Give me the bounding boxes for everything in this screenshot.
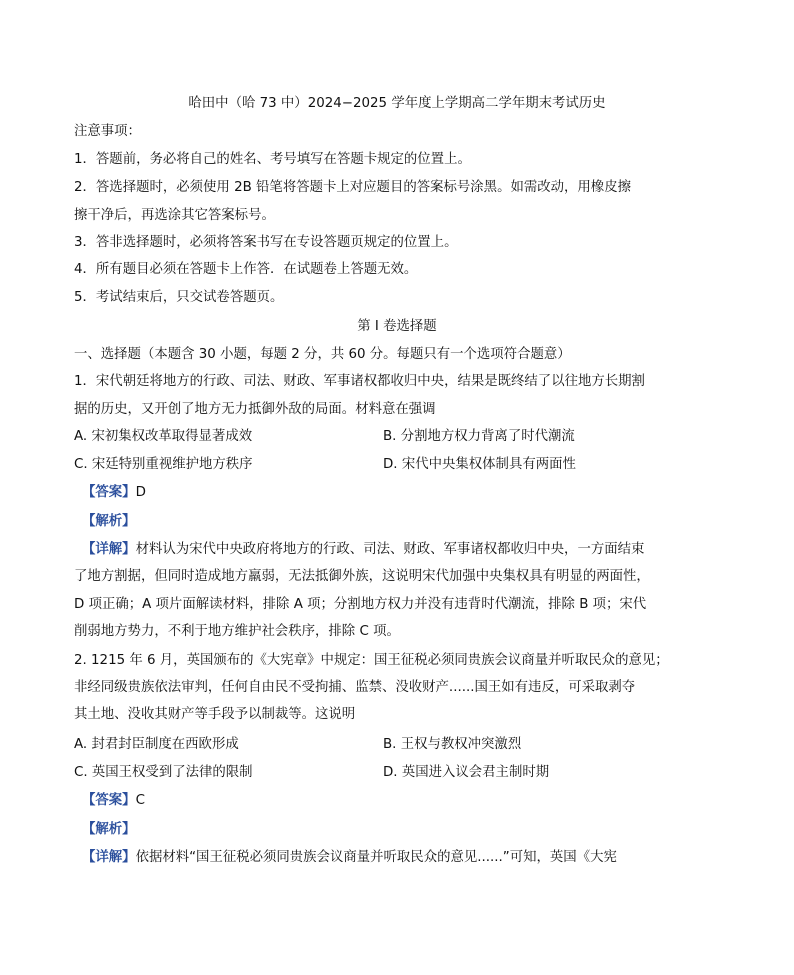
page-title: 哈田中（哈 73 中）2024−2025 学年度上学期高二学年期末考试历史 — [188, 96, 606, 111]
option-d: D. 英国进入议会君主制时期 — [383, 765, 550, 780]
question-stem: 2. 1215 年 6 月，英国颁布的《大宪章》中规定：国王征税必须同贵族会议商量并听取民众的意见； — [74, 653, 669, 668]
option-a: A. 宋初集权改革取得显著成效 — [74, 429, 253, 444]
section-title: 第 I 卷选择题 — [357, 319, 437, 334]
question-stem: 非经同级贵族依法审判，任何自由民不受拘捕、监禁、没收财产......国王如有违反，可采取剥夺 — [74, 680, 636, 695]
question-stem: 其土地、没收其财产等手段予以制裁等。这说明 — [74, 707, 356, 722]
detail-line — [82, 541, 644, 559]
answer-line — [82, 792, 145, 810]
question-stem: 1．宋代朝廷将地方的行政、司法、财政、军事诸权都收归中央，结果是既终结了以往地方长期割 — [74, 374, 645, 389]
answer-line — [82, 484, 146, 502]
notice-item: 5．考试结束后，只交试卷答题页。 — [74, 290, 284, 305]
detail-text: 依据材料“国王征税必须同贵族会议商量并听取民众的意见......”可知，英国《大宪 — [135, 850, 617, 865]
option-a: A. 封君封臣制度在西欧形成 — [74, 737, 239, 752]
analysis-tag — [82, 821, 136, 839]
detail-line — [82, 849, 617, 867]
notice-item: 4．所有题目必须在答题卡上作答．在试题卷上答题无效。 — [74, 262, 418, 277]
notice-item: 2．答选择题时，必须使用 2B 铅笔将答题卡上对应题目的答案标号涂黑。如需改动，用橡皮擦 — [74, 180, 631, 195]
option-b: B. 分割地方权力背离了时代潮流 — [383, 429, 575, 444]
option-d: D. 宋代中央集权体制具有两面性 — [383, 457, 576, 472]
analysis-label: 【解析】 — [82, 822, 136, 837]
option-b: B. 王权与教权冲突激烈 — [383, 737, 522, 752]
detail-text: D 项正确；A 项片面解读材料，排除 A 项；分割地方权力并没有违背时代潮流，排除 B 项；宋代 — [74, 597, 647, 612]
answer-value: C — [135, 793, 145, 808]
detail-tag: 【详解】 — [82, 542, 136, 557]
detail-tag: 【详解】 — [82, 850, 136, 865]
question-stem: 据的历史，又开创了地方无力抵御外敌的局面。材料意在强调 — [74, 402, 436, 417]
answer-value: D — [135, 485, 146, 500]
notice-heading: 注意事项： — [74, 124, 141, 139]
analysis-tag — [82, 513, 136, 531]
notice-item: 3．答非选择题时，必须将答案书写在专设答题页规定的位置上。 — [74, 235, 458, 250]
detail-text: 材料认为宋代中央政府将地方的行政、司法、财政、军事诸权都收归中央，一方面结束 — [135, 542, 645, 557]
analysis-label: 【解析】 — [82, 514, 136, 529]
detail-text: 削弱地方势力，不利于地方维护社会秩序，排除 C 项。 — [74, 624, 400, 639]
answer-tag: 【答案】 — [82, 793, 136, 808]
notice-item: 1．答题前，务必将自己的姓名、考号填写在答题卡规定的位置上。 — [74, 152, 471, 167]
answer-tag: 【答案】 — [82, 485, 136, 500]
notice-item: 擦干净后，再选涂其它答案标号。 — [74, 208, 275, 223]
option-c: C. 宋廷特别重视维护地方秩序 — [74, 457, 253, 472]
part-heading: 一、选择题（本题含 30 小题，每题 2 分，共 60 分。每题只有一个选项符合题意） — [74, 347, 571, 362]
option-c: C. 英国王权受到了法律的限制 — [74, 765, 253, 780]
detail-text: 了地方割据，但同时造成地方羸弱，无法抵御外族，这说明宋代加强中央集权具有明显的两面性， — [74, 569, 650, 584]
